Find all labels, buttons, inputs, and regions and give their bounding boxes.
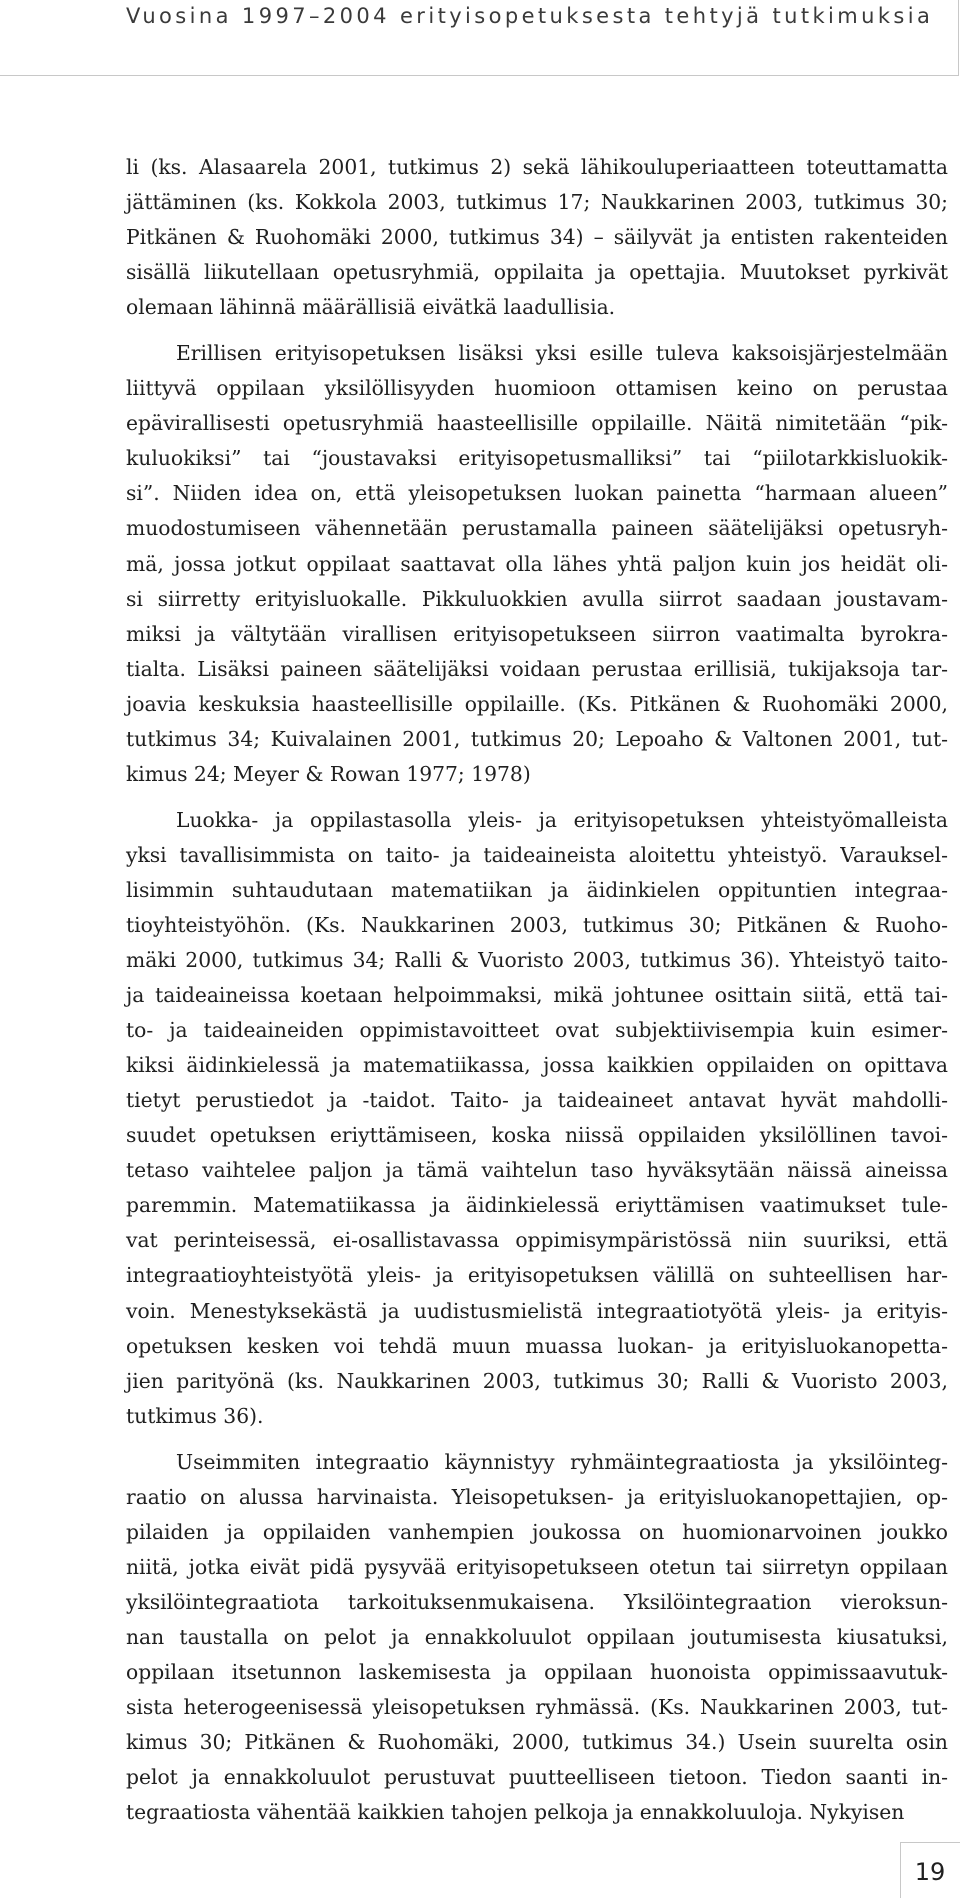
text-line: suudet opetuksen eriyttämiseen, koska niissä oppilaiden yksilöllinen tavoi- xyxy=(126,1123,948,1148)
text-line: Erillisen erityisopetuksen lisäksi yksi esille tuleva kaksoisjärjestelmään xyxy=(176,341,948,366)
text-line: ja taideaineissa koetaan helpoimmaksi, mikä johtunee osittain siitä, että tai- xyxy=(126,983,948,1008)
text-line: yksilöintegraatiota tarkoituksenmukaisena. Yksilöintegraation vieroksun- xyxy=(126,1589,948,1614)
text-line: epävirallisesti opetusryhmiä haasteellisille oppilaille. Näitä nimitetään “pik- xyxy=(126,411,948,436)
text-line: Useimmiten integraatio käynnistyy ryhmäintegraatiosta ja yksilöinteg- xyxy=(176,1449,948,1474)
text-line: olemaan lähinnä määrällisiä eivätkä laadullisia. xyxy=(126,295,616,320)
body-text xyxy=(126,150,948,1830)
text-line: kuluokiksi” tai “joustavaksi erityisopetusmalliksi” tai “piilotarkkisluokik- xyxy=(126,446,948,471)
text-line: niitä, jotka eivät pidä pysyvää erityisopetukseen otetun tai siirretyn oppilaan xyxy=(126,1554,948,1579)
text-line: to- ja taideaineiden oppimistavoitteet ovat subjektiivisempia kuin esimer- xyxy=(126,1018,948,1043)
text-line: voin. Menestyksekästä ja uudistusmielistä integraatiotyötä yleis- ja erityis- xyxy=(126,1298,948,1323)
text-line: mä, jossa jotkut oppilaat saattavat olla lähes yhtä paljon kuin jos heidät oli- xyxy=(126,551,948,576)
text-line: jien parityönä (ks. Naukkarinen 2003, tutkimus 30; Ralli & Vuoristo 2003, xyxy=(126,1368,948,1393)
text-line: miksi ja vältytään virallisen erityisopetukseen siirron vaatimalta byrokra- xyxy=(126,621,948,646)
text-line: mäki 2000, tutkimus 34; Ralli & Vuoristo 2003, tutkimus 36). Yhteistyö taito- xyxy=(126,948,948,973)
text-line: paremmin. Matematiikassa ja äidinkielessä eriyttämisen vaatimukset tule- xyxy=(126,1193,948,1218)
paragraph xyxy=(126,150,948,325)
text-line: tietyt perustiedot ja -taidot. Taito- ja taideaineet antavat hyvät mahdolli- xyxy=(126,1088,948,1113)
paragraph xyxy=(126,1445,948,1831)
text-line: Luokka- ja oppilastasolla yleis- ja erityisopetuksen yhteistyömalleista xyxy=(176,807,948,832)
text-line: joavia keskuksia haasteellisille oppilaille. (Ks. Pitkänen & Ruohomäki 2000, xyxy=(126,691,948,716)
text-line: tioyhteistyöhön. (Ks. Naukkarinen 2003, tutkimus 30; Pitkänen & Ruoho- xyxy=(126,912,948,937)
text-line: pilaiden ja oppilaiden vanhempien joukossa on huomionarvoinen joukko xyxy=(126,1519,948,1544)
text-line: li (ks. Alasaarela 2001, tutkimus 2) sekä lähikouluperiaatteen toteuttamatta xyxy=(126,155,948,179)
text-line: sista heterogeenisessä yleisopetuksen ryhmässä. (Ks. Naukkarinen 2003, tut- xyxy=(126,1695,948,1720)
running-header xyxy=(0,0,959,76)
text-line: integraatioyhteistyötä yleis- ja erityisopetuksen välillä on suhteellisen har- xyxy=(126,1263,948,1288)
text-line: sisällä liikutellaan opetusryhmiä, oppilaita ja opettajia. Muutokset pyrkivät xyxy=(126,260,948,285)
text-line: lisimmin suhtaudutaan matematiikan ja äidinkielen oppituntien integraa- xyxy=(126,877,948,902)
text-line: pelot ja ennakkoluulot perustuvat puutteelliseen tietoon. Tiedon saanti in- xyxy=(126,1765,948,1790)
text-line: vat perinteisessä, ei-osallistavassa oppimisympäristössä niin suuriksi, että xyxy=(126,1228,948,1253)
paragraph xyxy=(126,336,948,792)
footer-rule-horizontal xyxy=(900,1842,960,1843)
text-line: kimus 24; Meyer & Rowan 1977; 1978) xyxy=(126,761,531,786)
text-line: nan taustalla on pelot ja ennakkoluulot oppilaan joutumisesta kiusatuksi, xyxy=(126,1624,948,1649)
text-line: kimus 30; Pitkänen & Ruohomäki, 2000, tutkimus 34.) Usein suurelta osin xyxy=(126,1730,948,1755)
text-line: yksi tavallisimmista on taito- ja taideaineista aloitettu yhteistyö. Varauksel- xyxy=(126,842,948,867)
running-header-title: Vuosina 1997–2004 erityisopetuksesta tehtyjä tutkimuksia xyxy=(126,4,934,28)
text-line: si siirretty erityisluokalle. Pikkuluokkien avulla siirrot saadaan joustavam- xyxy=(126,586,948,611)
text-line: liittyvä oppilaan yksilöllisyyden huomioon ottamisen keino on perustaa xyxy=(126,376,948,401)
text-line: muodostumiseen vähennetään perustamalla paineen säätelijäksi opetusryh- xyxy=(126,516,948,541)
text-line: opetuksen kesken voi tehdä muun muassa luokan- ja erityisluokanopetta- xyxy=(126,1333,948,1358)
text-line: raatio on alussa harvinaista. Yleisopetuksen- ja erityisluokanopettajien, op- xyxy=(126,1484,948,1509)
text-line: tutkimus 36). xyxy=(126,1403,264,1428)
text-line: Pitkänen & Ruohomäki 2000, tutkimus 34) – säilyvät ja entisten rakenteiden xyxy=(126,225,948,250)
text-line: jättäminen (ks. Kokkola 2003, tutkimus 17; Naukkarinen 2003, tutkimus 30; xyxy=(126,190,948,215)
text-line: kiksi äidinkielessä ja matematiikassa, jossa kaikkien oppilaiden on opittava xyxy=(126,1053,948,1078)
text-line: tutkimus 34; Kuivalainen 2001, tutkimus 20; Lepoaho & Valtonen 2001, tut- xyxy=(126,726,948,751)
paragraph xyxy=(126,803,948,1434)
page-number: 19 xyxy=(914,1858,946,1886)
text-line: tialta. Lisäksi paineen säätelijäksi voidaan perustaa erillisiä, tukijaksoja tar- xyxy=(126,656,948,681)
text-line: tegraatiosta vähentää kaikkien tahojen pelkoja ja ennakkoluuloja. Nykyisen xyxy=(126,1800,905,1825)
text-line: oppilaan itsetunnon laskemisesta ja oppilaan huonoista oppimissaavutuk- xyxy=(126,1659,948,1684)
text-line: tetaso vaihtelee paljon ja tämä vaihtelun taso hyväksytään näissä aineissa xyxy=(126,1158,948,1183)
text-line: si”. Niiden idea on, että yleisopetuksen luokan painetta “harmaan alueen” xyxy=(126,481,948,506)
